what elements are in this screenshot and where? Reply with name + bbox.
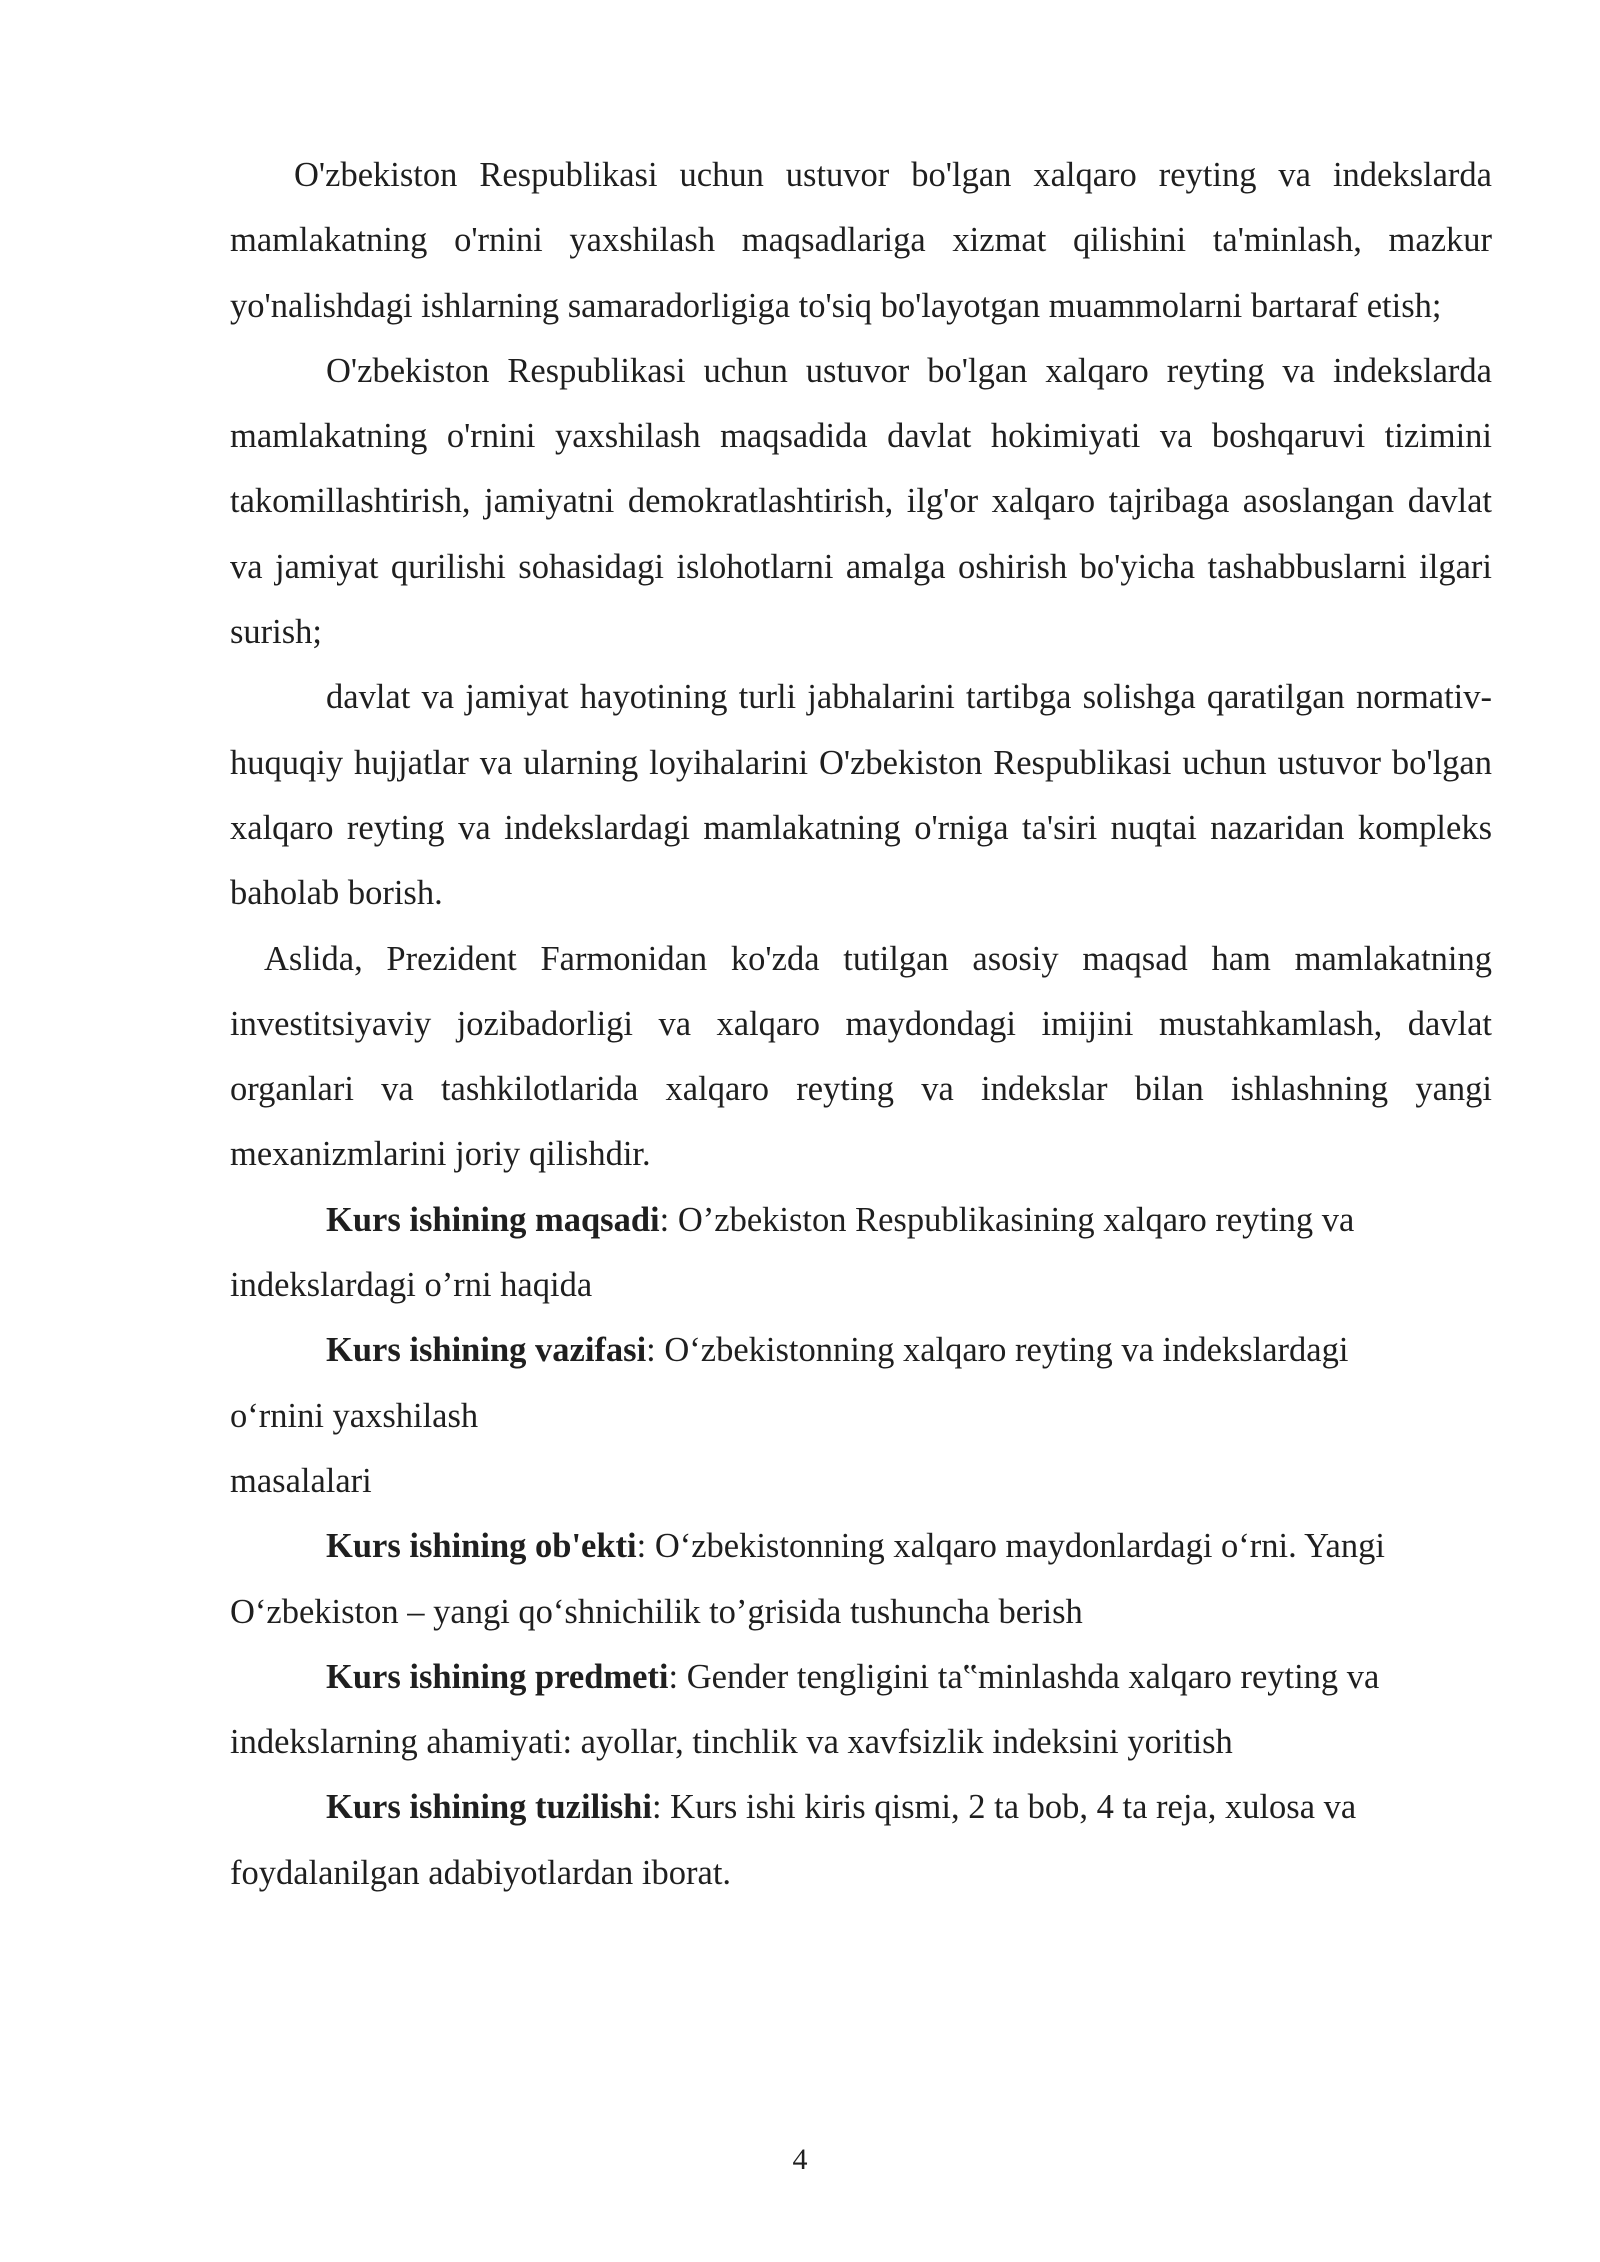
section-predmeti <box>230 1645 1492 1776</box>
paragraph-ranking-goals: O'zbekiston Respublikasi uchun ustuvor bo'lgan xalqaro reyting va indekslarda mamlakatning o'rnini yaxshilash maqsadlariga xizmat qilishini ta'minlash, mazkur yo'nalishdagi ishlarning samaradorligiga to'siq bo'layotgan muammolarni bartaraf etish; <box>230 156 1492 325</box>
section-tuzilishi <box>230 1775 1492 1906</box>
section-vazifasi-line-3: masalalari <box>230 1461 372 1500</box>
paragraph-normative-assessment: davlat va jamiyat hayotining turli jabhalarini tartibga solishga qaratilgan normativ-huquqiy hujjatlar va ularning loyihalarini O'zbekiston Respublikasi uchun ustuvor bo'lgan xalqaro reyting va indekslardagi mamlakatning o'rniga ta'siri nuqtai nazaridan kompleks baholab borish. <box>230 678 1492 913</box>
section-predmeti-label: Kurs ishining predmeti <box>326 1657 669 1696</box>
paragraph-governance-reform: O'zbekiston Respublikasi uchun ustuvor bo'lgan xalqaro reyting va indekslarda mamlakatning o'rnini yaxshilash maqsadida davlat hokimiyati va boshqaruvi tizimini takomillashtirish, jamiyatni demokratlashtirish, ilg'or xalqaro tajribaga asoslangan davlat va jamiyat qurilishi sohasidagi islohotlarni amalga oshirish bo'yicha tashabbuslarni ilgari surish; <box>230 351 1492 652</box>
section-vazifasi-label: Kurs ishining vazifasi <box>326 1331 647 1370</box>
section-maqsadi-line-2: indekslardagi o’rni haqida <box>230 1266 593 1305</box>
section-maqsadi-line-1 <box>230 1188 1492 1253</box>
section-tuzilishi-line-1 <box>230 1775 1492 1840</box>
section-vazifasi-line-1 <box>230 1318 1492 1383</box>
section-obekti-label: Kurs ishining ob'ekti <box>326 1527 637 1566</box>
section-obekti-line-2: O‘zbekiston – yangi qo‘shnichilik to’grisida tushuncha berish <box>230 1592 1083 1631</box>
document-body <box>230 143 1492 1906</box>
section-maqsadi-label: Kurs ishining maqsadi <box>326 1200 660 1239</box>
section-predmeti-text-1: : Gender tengligini ta‟minlashda xalqaro reyting va <box>668 1657 1380 1696</box>
section-vazifasi <box>230 1318 1492 1514</box>
page-number: 4 <box>792 2143 808 2176</box>
section-predmeti-line-1 <box>230 1645 1492 1710</box>
section-maqsadi <box>230 1188 1492 1319</box>
section-vazifasi-text-1: : O‘zbekistonning xalqaro reyting va indekslardagi <box>646 1331 1349 1370</box>
section-obekti <box>230 1514 1492 1645</box>
section-tuzilishi-label: Kurs ishining tuzilishi <box>326 1788 652 1827</box>
paragraph-decree-purpose: Aslida, Prezident Farmonidan ko'zda tutilgan asosiy maqsad ham mamlakatning investitsiyaviy jozibadorligi va xalqaro maydondagi imijini mustahkamlash, davlat organlari va tashkilotlarida xalqaro reyting va indekslar bilan ishlashning yangi mexanizmlarini joriy qilishdir. <box>230 939 1492 1174</box>
section-tuzilishi-line-2: foydalanilgan adabiyotlardan iborat. <box>230 1853 732 1892</box>
section-maqsadi-text-1: : O’zbekiston Respublikasining xalqaro reyting va <box>659 1200 1355 1239</box>
section-vazifasi-line-2: o‘rnini yaxshilash <box>230 1396 479 1435</box>
section-predmeti-line-2: indekslarning ahamiyati: ayollar, tinchlik va xavfsizlik indeksini yoritish <box>230 1723 1233 1762</box>
section-tuzilishi-text-1: : Kurs ishi kiris qismi, 2 ta bob, 4 ta reja, xulosa va <box>651 1788 1357 1827</box>
section-obekti-line-1 <box>230 1514 1492 1579</box>
section-obekti-text-1: : O‘zbekistonning xalqaro maydonlardagi o‘rni. Yangi <box>636 1527 1385 1566</box>
